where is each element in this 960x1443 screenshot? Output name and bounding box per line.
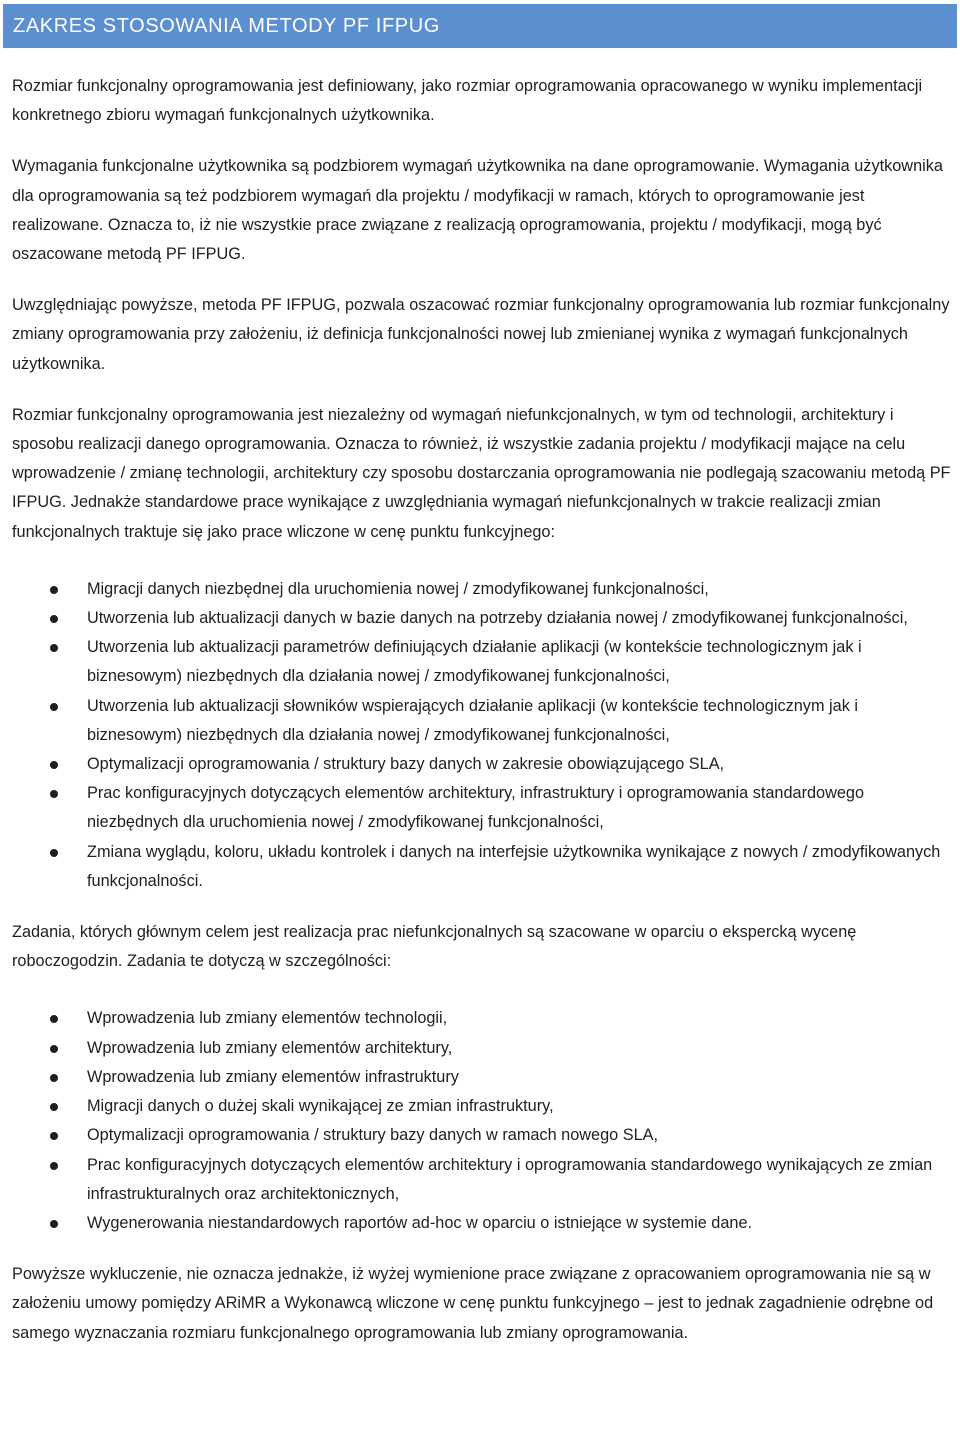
bullet-icon [50,1045,58,1053]
list-item: Wprowadzenia lub zmiany elementów technologii, [12,1004,952,1033]
bullet-icon [50,761,58,769]
bullet-icon [50,1074,58,1082]
bullet-icon [50,1103,58,1111]
list-item: Wygenerowania niestandardowych raportów ad-hoc w oparciu o istniejące w systemie dane. [12,1209,952,1238]
excluded-work-list [12,1004,952,1238]
list-item: Migracji danych o dużej skali wynikającej ze zmian infrastruktury, [12,1092,952,1121]
paragraph-functional-size-definition: Rozmiar funkcjonalny oprogramowania jest definiowany, jako rozmiar oprogramowania opracowanego w wyniku implementacji konkretnego zbioru wymagań funkcjonalnych użytkownika. [12,77,923,125]
list-item: Wprowadzenia lub zmiany elementów architektury, [12,1034,952,1063]
list-item: Zmiana wyglądu, koloru, układu kontrolek i danych na interfejsie użytkownika wynikające z nowych / zmodyfikowanych funkcjonalności. [12,838,952,896]
bullet-icon [50,644,58,652]
included-work-list [12,575,952,896]
section-title: ZAKRES STOSOWANIA METODY PF IFPUG [13,14,440,37]
document-body [12,72,952,1348]
paragraph-nonfunctional-independence: Rozmiar funkcjonalny oprogramowania jest niezależny od wymagań niefunkcjonalnych, w tym od technologii, architektury i sposobu realizacji danego oprogramowania. Oznacza to również, iż wszystkie zadania projektu / modyfikacji mające na celu wprowadzenie / zmianę technologii, architektury czy sposobu dostarczania oprogramowania nie podlegają szacowaniu metodą PF IFPUG. Jednakże standardowe prace wynikające z uwzględniania wymagań niefunkcjonalnych w trakcie realizacji zmian funkcjonalnych traktuje się jako prace wliczone w cenę punktu funkcyjnego: [12,405,951,541]
list-item: Prac konfiguracyjnych dotyczących elementów architektury i oprogramowania standardowego wynikających ze zmian infrastrukturalnych oraz architektonicznych, [12,1151,952,1209]
list-item: Migracji danych niezbędnej dla uruchomienia nowej / zmodyfikowanej funkcjonalności, [12,575,952,604]
list-item: Wprowadzenia lub zmiany elementów infrastruktury [12,1063,952,1092]
paragraph-method-scope: Uwzględniając powyższe, metoda PF IFPUG, pozwala oszacować rozmiar funkcjonalny oprogramowania lub rozmiar funkcjonalny zmiany oprogramowania przy założeniu, iż definicja funkcjonalności nowej lub zmienianej wynika z wymagań funkcjonalnych użytkownika. [12,296,950,373]
paragraph-exclusion-note: Powyższe wykluczenie, nie oznacza jednakże, iż wyżej wymienione prace związane z opracowaniem oprogramowania nie są w założeniu umowy pomiędzy ARiMR a Wykonawcą wliczone w cenę punktu funkcyjnego – jest to jednak zagadnienie odrębne od samego wyznaczania rozmiaru funkcjonalnego oprogramowania lub zmiany oprogramowania. [12,1265,934,1342]
bullet-icon [50,703,58,711]
bullet-icon [50,849,58,857]
list-item: Optymalizacji oprogramowania / struktury bazy danych w zakresie obowiązującego SLA, [12,750,952,779]
paragraph-expert-estimation: Zadania, których głównym celem jest realizacja prac niefunkcjonalnych są szacowane w oparciu o ekspercką wycenę roboczogodzin. Zadania te dotyczą w szczególności: [12,923,857,971]
list-item: Optymalizacji oprogramowania / struktury bazy danych w ramach nowego SLA, [12,1121,952,1150]
paragraph-functional-requirements: Wymagania funkcjonalne użytkownika są podzbiorem wymagań użytkownika na dane oprogramowanie. Wymagania użytkownika dla oprogramowania są też podzbiorem wymagań dla projektu / modyfikacji w ramach, których to oprogramowanie jest realizowane. Oznacza to, iż nie wszystkie prace związane z realizacją oprogramowania, projektu / modyfikacji, mogą być oszacowane metodą PF IFPUG. [12,157,943,264]
list-item: Utworzenia lub aktualizacji słowników wspierających działanie aplikacji (w kontekście technologicznym jak i biznesowym) niezbędnych dla działania nowej / zmodyfikowanej funkcjonalności, [12,692,952,750]
list-item: Utworzenia lub aktualizacji danych w bazie danych na potrzeby działania nowej / zmodyfikowanej funkcjonalności, [12,604,952,633]
bullet-icon [50,1220,58,1228]
bullet-icon [50,586,58,594]
bullet-icon [50,1015,58,1023]
section-heading-bar [3,4,957,48]
bullet-icon [50,1132,58,1140]
bullet-icon [50,790,58,798]
list-item: Prac konfiguracyjnych dotyczących elementów architektury, infrastruktury i oprogramowania standardowego niezbędnych dla uruchomienia nowej / zmodyfikowanej funkcjonalności, [12,779,952,837]
list-item: Utworzenia lub aktualizacji parametrów definiujących działanie aplikacji (w kontekście technologicznym jak i biznesowym) niezbędnych dla działania nowej / zmodyfikowanej funkcjonalności, [12,633,952,691]
bullet-icon [50,615,58,623]
bullet-icon [50,1162,58,1170]
